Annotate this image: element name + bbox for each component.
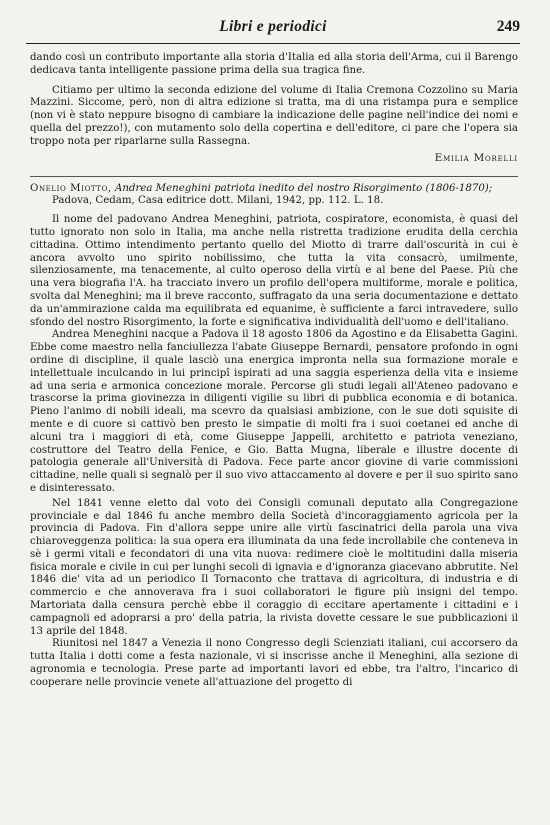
previous-review-note-paragraph: Citiamo per ultimo la seconda edizione del volume di Italia Cremona Cozzolino su Maria Mazzini. Siccome, però, non di altra edizione si tratta, ma di una ristampa pura e semplice (non vi è stato neppure bisogno di cambiare la indicazione delle pagine nell'indice dei nomi e quella del prezzo!), con mutamento solo della copertina e dell'editore, ci pare che l'opera sia troppo nota per riparlarne sulla Rassegna. (30, 84, 518, 147)
review-paragraph-4: Riunitosi nel 1847 a Venezia il nono Congresso degli Scienziati italiani, cui accorsero da tutta Italia i dotti come a festa nazionale, vi si inscrisse anche il Meneghini, alla sezione di agronomia e tecnologia. Prese parte ad importanti lavori ed ebbe, tra l'altro, l'incarico di cooperare nelle provincie venete all'attuazione del progetto di (30, 638, 518, 688)
review-book-publication: Padova, Cedam, Casa editrice dott. Milani, 1942, pp. 112. L. 18. (52, 195, 384, 207)
review-paragraph-2: Andrea Meneghini nacque a Padova il 18 agosto 1806 da Agostino e da Elisabetta Gagini. Ebbe come maestro nella fanciullezza l'abate Giuseppe Bernardi, pensatore profondo in ogni ordine di discipline, il quale lasciò una energica impronta nella sua formazione morale e intellettuale inculcando in lui principî ispirati ad una saggia esperienza della vita e insieme ad una seria e armonica concezione morale. Percorse gli studi legali all'Ateneo padovano e trascorse la prima giovinezza in diligenti vigilie su libri di pubblica economia e di botanica. Pieno l'animo di nobili ideali, ma scevro da qualsiasi ambizione, con le sue doti squisite di mente e di cuore si cattivò ben presto le simpatie di molti fra i suoi coetanei ed anche di alcuni tra i maggiori di età, come Giuseppe Jappelli, architetto e patriota veneziano, costruttore del Teatro della Fenice, e Gio. Batta Mugna, liberale e illustre docente di patologia generale all'Università di Padova. Fece parte ancor giovine di varie commissioni cittadine, nelle quali si segnalò per il suo vivo attaccamento al dovere e per il suo spirito sano e disinteressato. (30, 329, 518, 494)
previous-review-closing-paragraph: dando così un contributo importante alla storia d'Italia ed alla storia dell'Arma, cui il Barengo dedicava tanta intelligente passione prima della sua tragica fine. (30, 52, 518, 76)
running-title: Libri e periodici (219, 18, 327, 35)
review-heading (30, 183, 518, 209)
review-book-title: Andrea Meneghini patriota inedito del nostro Risorgimento (1806-1870); (115, 182, 493, 194)
review-book-author: Onelio Miotto, (30, 182, 112, 194)
section-divider (30, 176, 518, 177)
page-body (30, 52, 518, 817)
review-paragraph-3: Nel 1841 venne eletto dal voto dei Consigli comunali deputato alla Congregazione provinciale e dal 1846 fu anche membro della Società d'incoraggiamento agricola per la provincia di Padova. Fin d'allora seppe unire alle virtù fascinatrici della parola una viva chiaroveggenza politica: la sua opera era illuminata da una fede incrollabile che conteneva in sè i germi vitali e fecondatori di una vita nuova: redimere cioè le moltitudini dalla miseria fisica morale e civile in cui per lunghi secoli di ignavia e d'ignoranza giacevano abbrutite. Nel 1846 die' vita ad un periodico Il Tornaconto che trattava di agricoltura, di industria e di commercio e che annoverava fra i suoi collaboratori le figure più insigni del tempo. Martoriata dalla censura perchè ebbe il coraggio di eccitare apertamente i cittadini e i campagnoli ed adoprarsi a pro' della patria, la rivista dovette cessare le sue pubblicazioni il 13 aprile del 1848. (30, 497, 518, 637)
page-number: 249 (496, 18, 520, 35)
reviewer-signature: Emilia Morelli (434, 151, 518, 164)
page-header (26, 18, 520, 40)
header-rule (26, 43, 520, 44)
review-paragraph-1: Il nome del padovano Andrea Meneghini, patriota, cospiratore, economista, è quasi del tutto ignorato non solo in Italia, ma anche nella ristretta tradizione erudita della cerchia cittadina. Ottimo intendimento pertanto quello del Miotto di trarre dall'oscurità in cui è ancora avvolto uno spirito nobilissimo, che tutta la vita consacrò, umilmente, silenziosamente, ma tenacemente, al culto operoso della virtù e al bene del Paese. Più che una vera biografia l'A. ha tracciato invero un profilo dell'opera multiforme, morale e politica, svolta dal Meneghini; ma il breve racconto, suffragato da una seria documentazione e dettato da un'ammirazione calda ma equilibrata ed equanime, è sufficiente a farci intravedere, sullo sfondo del nostro Risorgimento, la forte e significativa individualità dell'uomo e dell'italiano. (30, 214, 518, 328)
